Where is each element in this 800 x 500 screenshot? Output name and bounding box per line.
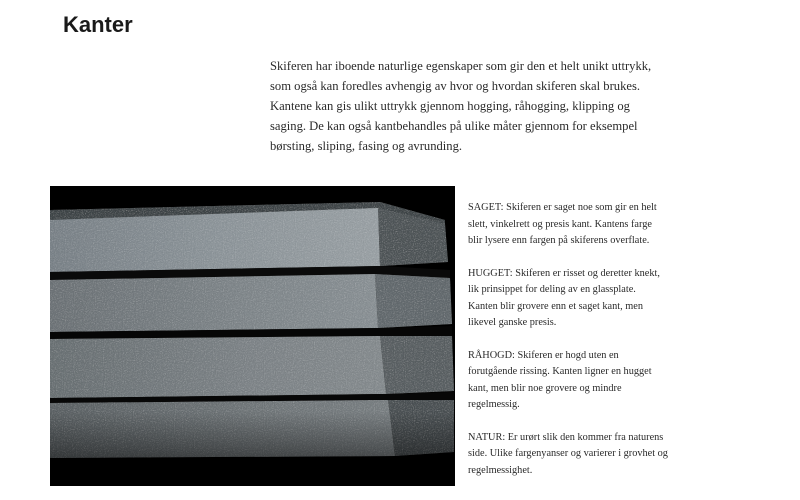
page-title: Kanter [63, 12, 133, 37]
edge-description-rahogd: RÅHOGD: Skiferen er hogd uten en forutgående rissing. Kanten ligner en hugget kant, men blir noe grovere og mindre regelmessig. [468, 349, 652, 410]
edge-description-hugget: HUGGET: Skiferen er risset og deretter knekt, lik prinsippet for deling av en glassplate. Kanten blir grovere enn et saget kant, men likevel ganske presis. [468, 267, 660, 328]
intro-paragraph: Skiferen har iboende naturlige egenskaper som gir den et helt unikt uttrykk, som også kan foredles avhengig av hvor og hvordan skiferen skal brukes. Kantene kan gis ulikt uttrykk gjennom hogging, råhogging, klipping og saging. De kan også kantbehandles på ulike måter gjennom for eksempel børsting, sliping, fasing og avrunding. [270, 59, 652, 153]
edge-description-saget: SAGET: Skiferen er saget noe som gir en helt slett, vinkelrett og presis kant. Kantens farge blir lysere enn fargen på skiferens overflate. [468, 202, 657, 246]
edge-description-natur: NATUR: Er urørt slik den kommer fra naturens side. Ulike fargenyanser og varierer i grovhet og regelmessighet. [468, 431, 668, 476]
edge-descriptions [468, 200, 668, 495]
slate-edges-photo [50, 186, 455, 486]
